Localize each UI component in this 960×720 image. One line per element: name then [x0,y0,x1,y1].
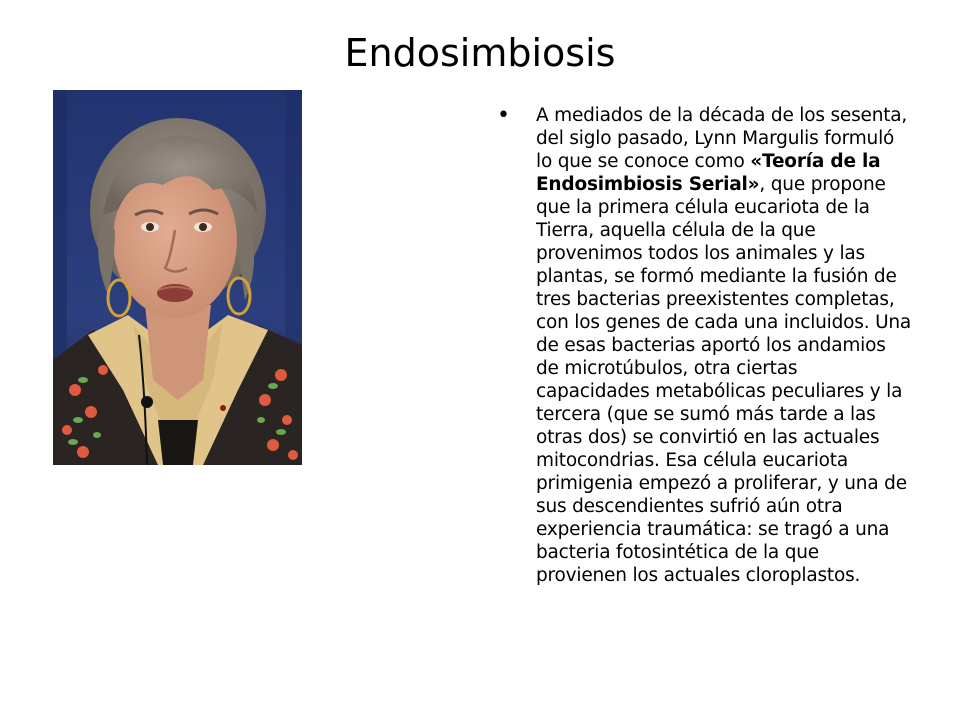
bullet-text-bold: «Teoría de la Endosimbiosis Serial» [536,151,881,195]
bullet-item [497,104,912,587]
portrait-photo [53,90,302,465]
bullet-text-after: , que propone que la primera célula eucariota de la Tierra, aquella célula de la que provenimos todos los animales y las plantas, se formó mediante la fusión de tres bacterias preexistentes completas, con los genes de cada una incluidos. Una de esas bacterias aportó los andamios de microtúbulos, otra ciertas capacidades metabólicas peculiares y la tercera (que se sumó más tarde a las otras dos) se convirtió en las actuales mitocondrias. Esa célula eucariota primigenia empezó a proliferar, y una de sus descendientes sufrió aún otra experiencia traumática: se tragó a una bacteria fotosintética de la que provienen los actuales cloroplastos. [536,174,912,586]
body-text [497,104,912,587]
bullet-text-before: A mediados de la década de los sesenta, del siglo pasado, Lynn Margulis formuló lo que se conoce como [536,105,908,172]
bullet-marker: • [497,103,510,128]
slide-title: Endosimbiosis [344,31,616,75]
portrait-photo-icon [53,90,302,465]
bullet-paragraph [536,104,912,587]
